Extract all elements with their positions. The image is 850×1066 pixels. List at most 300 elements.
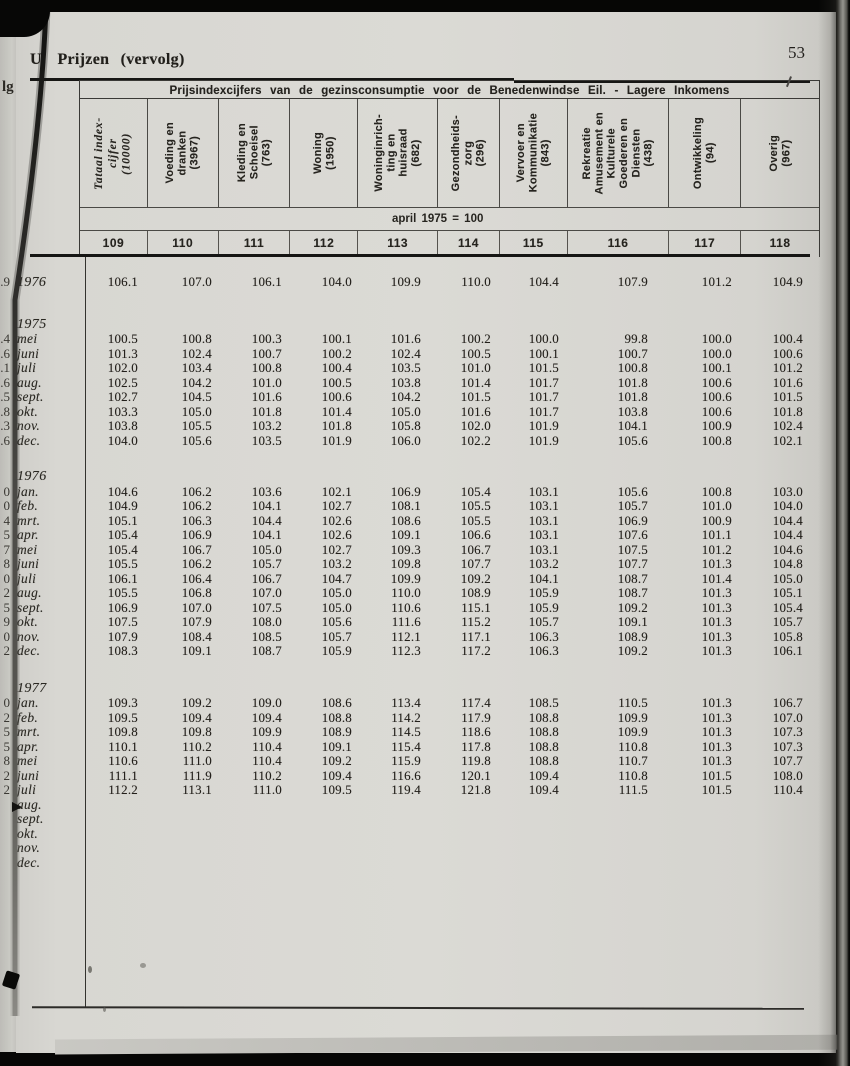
value-cell: 104.4: [251, 512, 282, 528]
value-cell: 101.3: [701, 614, 732, 629]
value-cell: 117.1: [461, 628, 491, 644]
value-cell: 110.0: [391, 585, 421, 600]
column-number: 109: [80, 231, 148, 257]
column-header-text: [692, 117, 717, 189]
gutter-fragment: 5: [3, 739, 10, 754]
value-cell: 109.5: [321, 782, 352, 797]
year-section: [3, 680, 820, 871]
row-label: juni: [17, 767, 40, 783]
value-cell: 105.4: [772, 599, 803, 615]
value-cell: 100.5: [321, 374, 352, 390]
gutter-fragment: 0: [3, 571, 10, 586]
table-bottom-border: [32, 1006, 804, 1009]
value-cell: 103.2: [528, 556, 559, 571]
gutter-fragment: 8: [3, 754, 10, 768]
value-cell: 102.6: [321, 512, 352, 528]
year-heading: 1977: [17, 680, 47, 696]
scan-speck: [103, 1007, 106, 1012]
column-header-line: (843): [539, 139, 552, 167]
column-number: 114: [438, 231, 500, 257]
value-cell: 101.8: [321, 418, 352, 433]
value-cell: 108.9: [321, 724, 352, 739]
value-cell: 106.3: [528, 643, 559, 658]
value-cell: 108.8: [528, 753, 559, 768]
value-cell: 105.0: [181, 403, 212, 419]
value-cell: 101.6: [772, 374, 803, 390]
table-row: [16, 856, 820, 871]
value-cell: 102.7: [107, 389, 138, 404]
value-cell: 107.0: [772, 709, 803, 725]
value-cell: 111.5: [618, 782, 648, 797]
value-cell: 111.0: [252, 782, 282, 797]
value-cell: 110.4: [252, 738, 282, 754]
value-cell: 108.4: [181, 628, 212, 644]
value-cell: 100.5: [107, 331, 138, 346]
gutter-fragment: 0: [3, 696, 10, 710]
row-label: dec.: [17, 432, 41, 448]
value-cell: 111.6: [391, 614, 421, 629]
value-cell: 101.0: [251, 374, 282, 390]
value-cell: 107.7: [617, 556, 648, 571]
column-number: 118: [769, 236, 791, 250]
row-label: apr.: [17, 527, 39, 542]
value-cell: 109.8: [181, 724, 212, 739]
value-cell: 107.7: [460, 556, 491, 571]
table-row: [0, 389, 820, 405]
value-cell: 106.1: [107, 274, 138, 289]
value-cell: 108.7: [251, 643, 282, 658]
row-label: okt.: [17, 403, 39, 419]
value-cell: 106.9: [617, 512, 648, 528]
year-heading-row: [16, 318, 820, 333]
row-label: nov.: [17, 840, 41, 855]
value-cell: 110.2: [252, 767, 282, 783]
value-cell: 102.0: [460, 418, 491, 433]
value-cell: 110.5: [618, 695, 648, 710]
value-cell: 109.1: [181, 643, 212, 658]
value-cell: 100.4: [321, 360, 352, 375]
table-row: [3, 541, 820, 558]
column-header: [358, 99, 438, 207]
column-header: [148, 99, 219, 207]
value-cell: 104.6: [772, 541, 803, 557]
table-row: [0, 331, 820, 347]
value-cell: 103.1: [528, 512, 559, 528]
value-cell: 105.5: [181, 418, 212, 433]
gutter-fragment: 5: [3, 528, 10, 542]
value-cell: 105.7: [772, 614, 803, 629]
value-cell: 105.7: [251, 556, 282, 571]
value-cell: 108.5: [528, 695, 559, 710]
value-cell: 116.6: [391, 767, 421, 783]
value-cell: 102.1: [772, 432, 803, 448]
value-cell: 109.4: [181, 709, 212, 725]
value-cell: 106.8: [181, 585, 212, 600]
row-label: mrt.: [17, 724, 41, 739]
row-label: nov.: [17, 628, 41, 644]
value-cell: 106.2: [181, 483, 212, 499]
value-cell: 101.6: [390, 331, 421, 346]
value-cell: 106.9: [181, 527, 212, 542]
value-cell: 101.3: [107, 345, 138, 361]
column-header-line: Gezondheids-: [449, 114, 462, 192]
value-cell: 102.6: [321, 527, 352, 542]
row-label: aug.: [17, 374, 42, 390]
gutter-fragment: .6: [0, 433, 10, 448]
year-heading-row: [16, 682, 820, 697]
row-label: jan.: [17, 695, 39, 710]
value-cell: 108.7: [617, 585, 648, 600]
value-cell: 117.8: [461, 738, 491, 754]
column-number: 112: [290, 231, 358, 257]
value-cell: 111.9: [182, 767, 212, 783]
value-cell: 104.4: [772, 527, 803, 542]
value-cell: 100.9: [701, 418, 732, 433]
value-cell: 105.5: [107, 585, 138, 600]
value-cell: 106.4: [181, 570, 212, 586]
value-cell: 101.5: [528, 360, 559, 375]
value-cell: 100.3: [251, 331, 282, 346]
value-cell: 109.2: [617, 599, 648, 615]
value-cell: 101.3: [701, 643, 732, 658]
value-cell: 103.5: [251, 432, 282, 448]
value-cell: 110.1: [108, 738, 138, 754]
value-cell: 119.4: [391, 782, 421, 797]
value-cell: 110.4: [773, 782, 803, 797]
gutter-fragment: 2: [3, 710, 10, 725]
column-header-line: Goederen en: [618, 117, 631, 189]
value-cell: 101.3: [701, 599, 732, 615]
gutter-fragment: 8: [3, 557, 10, 571]
value-cell: 104.4: [528, 274, 559, 289]
value-cell: 104.9: [107, 498, 138, 513]
value-cell: 104.1: [528, 570, 559, 586]
column-header-line: Woning: [311, 132, 324, 174]
value-cell: 101.3: [701, 738, 732, 754]
page: [0, 12, 836, 1053]
value-cell: 109.9: [617, 709, 648, 725]
table-row: [3, 599, 820, 616]
value-cell: 105.7: [528, 614, 559, 629]
value-cell: 100.8: [251, 360, 282, 375]
table-row: [0, 360, 820, 376]
row-label: mei: [17, 331, 38, 346]
value-cell: 109.9: [251, 724, 282, 739]
value-cell: 111.0: [182, 753, 212, 768]
row-label: juni: [17, 345, 40, 361]
column-header: [500, 99, 568, 207]
value-cell: 100.6: [321, 389, 352, 404]
value-cell: 105.1: [107, 512, 138, 528]
column-header-line: (94): [704, 142, 717, 164]
value-cell: 103.8: [107, 418, 138, 433]
value-cell: 101.7: [528, 403, 559, 419]
value-cell: 108.8: [528, 738, 559, 754]
value-cell: 109.1: [321, 738, 352, 754]
value-cell: 106.3: [528, 628, 559, 644]
value-cell: 109.3: [107, 695, 138, 710]
column-header-line: (438): [642, 139, 655, 167]
column-header-line: Overig: [767, 134, 780, 172]
value-cell: 110.7: [618, 753, 648, 768]
value-cell: 105.6: [617, 483, 648, 499]
row-label: okt.: [17, 825, 39, 841]
value-cell: 104.0: [772, 498, 803, 513]
column-header-line: (1950): [323, 136, 336, 170]
value-cell: 100.1: [701, 360, 732, 375]
gutter-fragment: 2: [3, 644, 10, 658]
value-cell: 113.4: [391, 695, 421, 710]
value-cell: 108.8: [321, 709, 352, 725]
value-cell: 109.9: [617, 724, 648, 739]
value-cell: 101.1: [701, 527, 732, 542]
value-cell: 104.2: [390, 389, 421, 404]
column-header-line: cijfer: [106, 138, 119, 168]
column-header-line: zorg: [462, 140, 475, 166]
value-cell: 105.9: [528, 585, 559, 600]
value-cell: 101.4: [701, 570, 732, 586]
value-cell: 109.4: [251, 709, 282, 725]
table-divider: [30, 254, 810, 257]
column-header-text: [312, 132, 337, 174]
scan-speck: [88, 966, 92, 973]
value-cell: 107.0: [181, 599, 212, 615]
table-row: [3, 767, 820, 784]
base-period-note: april 1975 = 100: [392, 213, 484, 225]
value-cell: 109.3: [390, 541, 421, 557]
value-cell: 110.6: [108, 753, 138, 768]
column-header: [438, 99, 500, 207]
value-cell: 110.0: [461, 274, 491, 289]
gutter-fragment: 9: [3, 615, 10, 629]
value-cell: 106.0: [390, 432, 421, 448]
value-cell: 100.0: [701, 345, 732, 361]
column-header-line: dranken: [176, 130, 189, 176]
row-label: jan.: [17, 483, 39, 499]
value-cell: 109.2: [617, 643, 648, 658]
value-cell: 101.6: [251, 389, 282, 404]
value-cell: 109.9: [390, 570, 421, 586]
value-cell: 102.4: [181, 345, 212, 361]
value-cell: 109.0: [251, 695, 282, 710]
value-cell: 101.6: [460, 403, 491, 419]
value-cell: 101.0: [460, 360, 491, 375]
value-cell: 100.7: [251, 345, 282, 361]
value-cell: 103.5: [390, 360, 421, 375]
column-header-line: (10000): [120, 131, 133, 174]
column-header-line: Tataal index-: [92, 116, 105, 190]
value-cell: 102.4: [772, 418, 803, 433]
gutter-fragment: .9: [0, 275, 10, 289]
gutter-fragment: 0: [3, 484, 10, 499]
value-cell: 121.8: [460, 782, 491, 797]
value-cell: 103.0: [772, 483, 803, 499]
column-header: [741, 99, 819, 207]
gutter-fragment: 5: [3, 725, 10, 739]
column-number: 110: [148, 231, 219, 257]
value-cell: 104.7: [321, 570, 352, 586]
gutter-fragment: .6: [0, 346, 10, 361]
value-cell: 106.7: [181, 541, 212, 557]
column-headers-row: [80, 99, 819, 208]
value-cell: 101.5: [701, 782, 732, 797]
value-cell: 105.4: [107, 541, 138, 557]
row-label: juli: [17, 360, 37, 375]
row-label: juli: [17, 782, 37, 797]
table-row: [3, 570, 820, 587]
column-header-line: Rekreatie: [581, 126, 594, 180]
column-header: [669, 99, 741, 207]
table-title-row: [80, 81, 819, 99]
year-section: [0, 316, 820, 449]
value-cell: 100.8: [701, 432, 732, 448]
table-row: [3, 498, 820, 514]
gutter-fragment: .1: [0, 361, 10, 375]
value-cell: 109.1: [390, 527, 421, 542]
value-cell: 102.0: [107, 360, 138, 375]
table-row: [3, 483, 820, 500]
value-cell: 103.1: [528, 527, 559, 542]
value-cell: 108.1: [390, 498, 421, 513]
value-cell: 103.6: [251, 483, 282, 499]
value-cell: 108.8: [528, 724, 559, 739]
column-header-text: [93, 117, 134, 190]
value-cell: 103.8: [390, 374, 421, 390]
value-cell: 103.8: [617, 403, 648, 419]
table-row: [0, 345, 820, 362]
margin-mark: [12, 802, 22, 812]
table-row: [3, 643, 820, 659]
value-cell: 102.5: [107, 374, 138, 390]
gutter-fragment: 0: [3, 629, 10, 644]
table-row: [3, 628, 820, 645]
value-cell: 100.6: [772, 345, 803, 361]
scan-edge-right: [818, 0, 850, 1066]
table-row: [3, 585, 820, 601]
value-cell: 106.7: [460, 541, 491, 557]
table-row: [3, 753, 820, 769]
value-cell: 104.0: [321, 274, 352, 289]
value-cell: 119.8: [461, 753, 491, 768]
value-cell: 100.8: [701, 483, 732, 499]
value-cell: 101.8: [772, 403, 803, 419]
column-header-text: [373, 114, 422, 192]
value-cell: 107.3: [772, 738, 803, 754]
value-cell: 109.4: [321, 767, 352, 783]
column-header-line: Schoeisel: [247, 125, 260, 181]
value-cell: 106.7: [251, 570, 282, 586]
value-cell: 101.3: [701, 724, 732, 739]
column-header-line: Woninginrich-: [373, 114, 386, 192]
column-header-text: [768, 135, 793, 172]
value-cell: 101.7: [528, 389, 559, 404]
value-cell: 101.8: [251, 403, 282, 419]
value-cell: 107.3: [772, 724, 803, 739]
value-cell: 106.6: [460, 527, 491, 542]
table-row: [16, 841, 820, 856]
value-cell: 102.1: [321, 483, 352, 499]
table-row: [0, 432, 820, 449]
row-label: nov.: [17, 418, 41, 433]
value-cell: 103.2: [321, 556, 352, 571]
table-row: [3, 527, 820, 543]
column-header-text: [236, 123, 273, 182]
value-cell: 107.9: [107, 628, 138, 644]
value-cell: 100.6: [701, 374, 732, 390]
value-cell: 112.2: [108, 782, 138, 797]
row-label: feb.: [17, 498, 39, 513]
column-header-line: (967): [780, 139, 793, 167]
value-cell: 107.5: [617, 541, 648, 557]
value-cell: 100.8: [617, 360, 648, 375]
table-row: [3, 614, 820, 630]
value-cell: 105.0: [251, 541, 282, 557]
value-cell: 109.9: [390, 274, 421, 289]
value-cell: 109.8: [107, 724, 138, 739]
value-cell: 105.5: [460, 498, 491, 513]
row-label: dec.: [17, 643, 41, 658]
column-header-line: (682): [409, 139, 422, 167]
gutter-fragment: 2: [3, 783, 10, 797]
table-row: [16, 798, 820, 813]
column-header-line: (3967): [188, 136, 201, 170]
gutter-fragment: 5: [3, 600, 10, 615]
value-cell: 105.4: [460, 483, 491, 499]
value-cell: 103.4: [181, 360, 212, 375]
value-cell: 117.4: [461, 695, 491, 710]
value-cell: 104.1: [617, 418, 648, 433]
value-cell: 109.4: [528, 767, 559, 783]
value-cell: 101.3: [701, 753, 732, 768]
value-cell: 114.2: [391, 709, 421, 725]
value-cell: 110.2: [182, 738, 212, 754]
column-header: [568, 99, 670, 207]
value-cell: 110.8: [618, 767, 648, 783]
value-cell: 110.4: [252, 753, 282, 768]
value-cell: 108.8: [528, 709, 559, 725]
value-cell: 107.9: [181, 614, 212, 629]
value-cell: 105.0: [772, 570, 803, 586]
table-body: [0, 258, 820, 870]
row-label: mrt.: [17, 512, 41, 528]
value-cell: 109.1: [617, 614, 648, 629]
row-label: aug.: [17, 796, 42, 812]
value-cell: 101.2: [772, 360, 803, 375]
row-label: juli: [17, 570, 37, 586]
row-label: sept.: [17, 811, 44, 826]
value-cell: 108.5: [251, 628, 282, 644]
row-label: okt.: [17, 614, 39, 629]
column-header-text: [581, 112, 655, 194]
value-cell: 109.2: [460, 570, 491, 586]
value-cell: 101.2: [701, 541, 732, 557]
value-cell: 101.9: [528, 418, 559, 433]
value-cell: 105.9: [321, 643, 352, 658]
row-label: feb.: [17, 709, 39, 725]
value-cell: 108.0: [772, 767, 803, 783]
value-cell: 106.1: [251, 274, 282, 289]
value-cell: 102.4: [390, 345, 421, 361]
table-row: [3, 695, 820, 711]
value-cell: 103.1: [528, 483, 559, 499]
base-period-row: [80, 208, 819, 231]
scan-edge-top: [0, 0, 850, 12]
value-cell: 110.6: [391, 599, 421, 615]
value-cell: 100.1: [528, 345, 559, 361]
column-number: 117: [669, 231, 741, 257]
value-cell: 103.3: [107, 403, 138, 419]
row-label: 1976: [17, 275, 47, 290]
